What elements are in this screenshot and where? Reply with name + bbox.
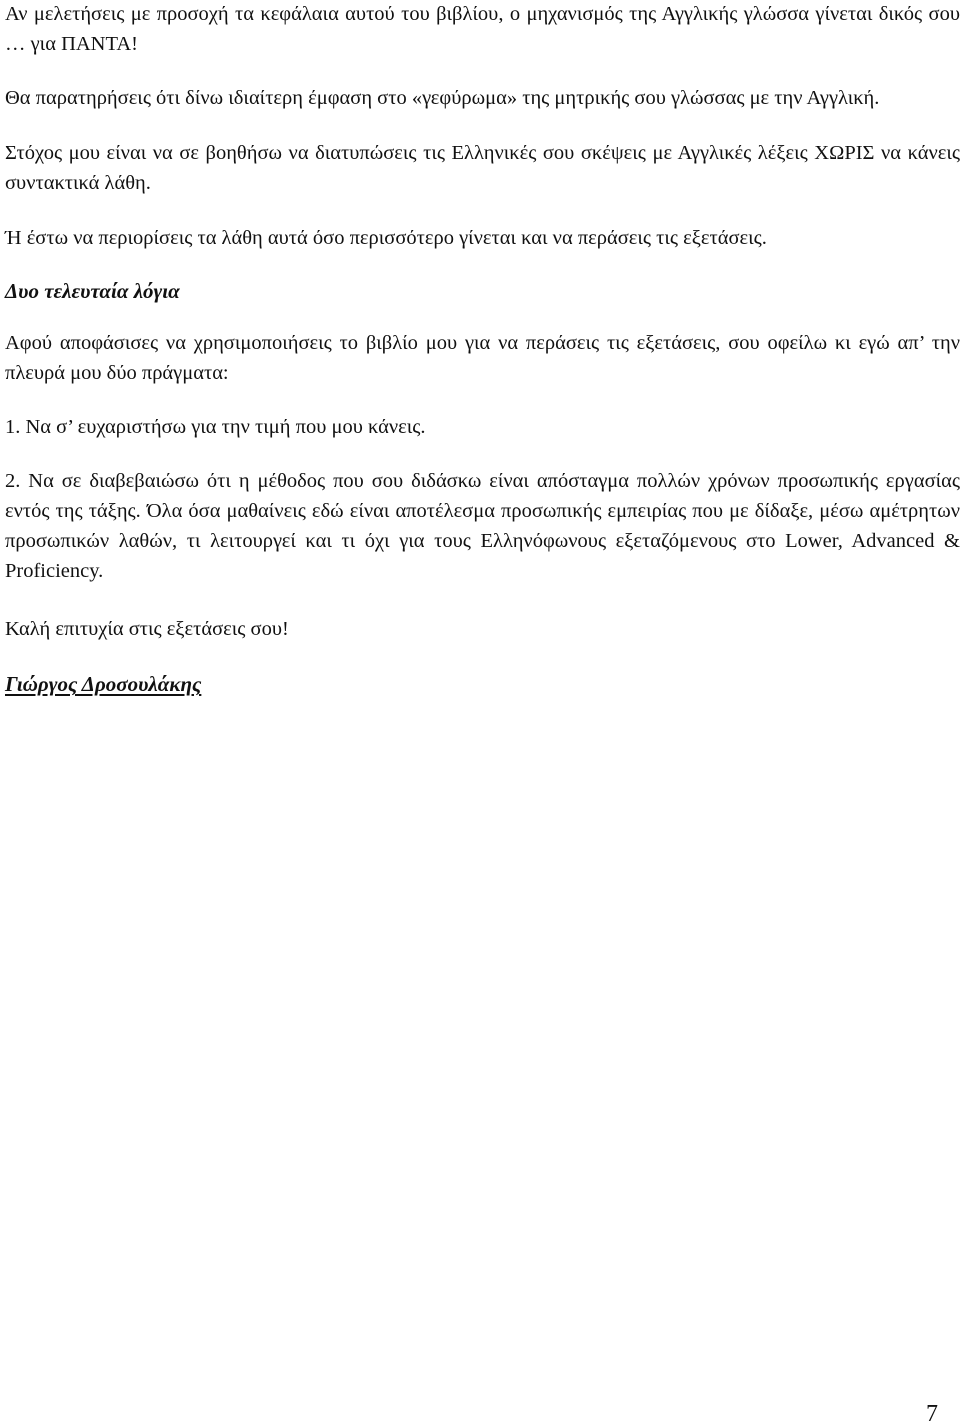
emphasis-paragraph: Θα παρατηρήσεις ότι δίνω ιδιαίτερη έμφαση στο «γεφύρωμα» της μητρικής σου γλώσσας με την Αγγλική. xyxy=(5,87,880,109)
intro-paragraph: Αν μελετήσεις με προσοχή τα κεφάλαια αυτού του βιβλίου, ο μηχανισμός της Αγγλικής γλώσσα γίνεται δικός σου … για ΠΑΝΤΑ! xyxy=(5,3,960,55)
list-item-2: 2. Να σε διαβεβαιώσω ότι η μέθοδος που σου διδάσκω είναι απόσταγμα πολλών χρόνων προσωπικής εργασίας εντός της τάξης. Όλα όσα μαθαίνεις εδώ είναι αποτέλεσμα προσωπικής εμπειρίας που με δίδαξε, μέσω αμέτρητων προσωπικών λαθών, τι λειτουργεί και τι όχι για τους Ελληνόφωνους εξεταζόμενους στο Lower, Advanced & Proficiency. xyxy=(5,470,960,582)
page-number: 7 xyxy=(926,1401,938,1427)
errors-paragraph: Ή έστω να περιορίσεις τα λάθη αυτά όσο περισσότερο γίνεται και να περάσεις τις εξετάσεις. xyxy=(5,227,767,249)
closing-intro-paragraph: Αφού αποφάσισες να χρησιμοποιήσεις το βιβλίο μου για να περάσεις τις εξετάσεις, σου οφείλω κι εγώ απ’ την πλευρά μου δύο πράγματα: xyxy=(5,332,960,384)
author-signature: Γιώργος Δροσουλάκης xyxy=(5,672,202,696)
section-heading: Δυο τελευταία λόγια xyxy=(5,279,180,303)
document-page xyxy=(5,0,960,699)
list-item-1: 1. Να σ’ ευχαριστήσω για την τιμή που μου κάνεις. xyxy=(5,416,426,438)
goal-paragraph: Στόχος μου είναι να σε βοηθήσω να διατυπώσεις τις Ελληνικές σου σκέψεις με Αγγλικές λέξεις ΧΩΡΙΣ να κάνεις συντακτικά λάθη. xyxy=(5,142,960,194)
good-luck-line: Καλή επιτυχία στις εξετάσεις σου! xyxy=(5,618,289,640)
